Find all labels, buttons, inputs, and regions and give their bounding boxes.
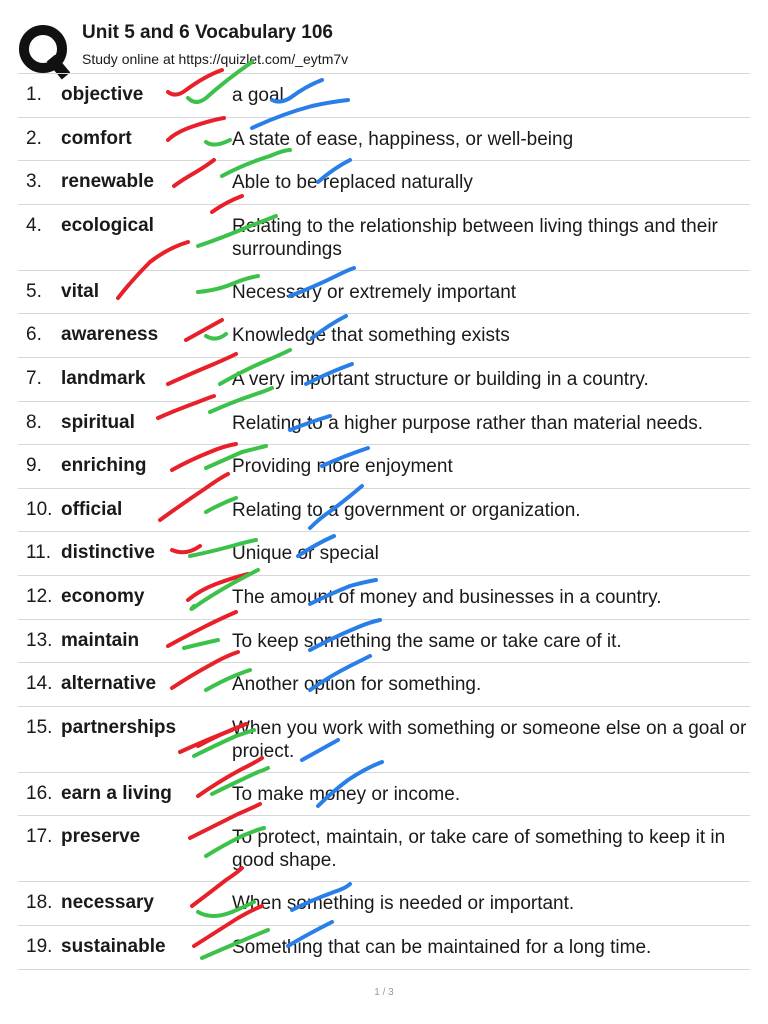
item-number: 10.	[26, 498, 53, 520]
list-item	[18, 773, 750, 817]
item-definition: Unique or special	[232, 543, 379, 565]
item-term: comfort	[61, 127, 132, 149]
list-item	[18, 620, 750, 664]
list-item	[18, 489, 750, 533]
item-term: vital	[61, 280, 100, 302]
item-definition: Relating to a higher purpose rather than material needs.	[232, 412, 704, 434]
item-term: earn a living	[61, 782, 172, 804]
item-term: sustainable	[61, 935, 166, 957]
list-item	[18, 205, 750, 271]
list-item	[18, 161, 750, 205]
item-term: enriching	[61, 455, 147, 477]
list-item	[18, 576, 750, 620]
item-number: 5.	[26, 280, 42, 302]
item-definition: To keep something the same or take care of it.	[232, 630, 622, 652]
item-number: 11.	[26, 542, 52, 564]
item-term: official	[61, 498, 123, 520]
item-definition: a goal	[232, 85, 284, 106]
item-number: 2.	[26, 127, 42, 149]
list-item	[18, 358, 750, 402]
item-definition: Knowledge that something exists	[232, 325, 510, 347]
list-item	[18, 816, 750, 882]
vocabulary-list	[18, 73, 750, 970]
list-item	[18, 663, 750, 707]
item-number: 6.	[26, 324, 42, 346]
item-term: renewable	[61, 171, 154, 193]
item-number: 16.	[26, 782, 53, 804]
item-number: 18.	[26, 892, 53, 914]
item-definition: The amount of money and businesses in a country.	[232, 586, 662, 608]
item-term: maintain	[61, 629, 140, 651]
item-term: spiritual	[61, 411, 135, 433]
item-term: necessary	[61, 892, 154, 914]
list-item	[18, 118, 750, 162]
item-definition: Something that can be maintained for a long time.	[232, 936, 652, 958]
item-definition: When something is needed or important.	[232, 893, 575, 915]
page-title: Unit 5 and 6 Vocabulary 106	[82, 22, 333, 43]
item-term: objective	[61, 84, 144, 105]
item-term: preserve	[61, 826, 141, 848]
item-term: landmark	[61, 367, 146, 389]
item-number: 1.	[26, 84, 42, 105]
item-definition: When you work with something or someone else on a goal or project.	[232, 717, 747, 762]
list-item	[18, 402, 750, 446]
item-term: alternative	[61, 673, 157, 695]
item-term: partnerships	[61, 716, 177, 738]
item-definition: A very important structure or building in a country.	[232, 368, 649, 390]
item-term: economy	[61, 585, 145, 607]
list-item	[18, 926, 750, 970]
item-term: ecological	[61, 214, 154, 236]
item-term: distinctive	[61, 542, 155, 564]
list-item	[18, 882, 750, 926]
list-item	[18, 74, 750, 118]
item-definition: Able to be replaced naturally	[232, 172, 473, 194]
item-term: awareness	[61, 324, 159, 346]
item-number: 14.	[26, 673, 53, 695]
list-item	[18, 707, 750, 773]
item-definition: To protect, maintain, or take care of something to keep it in good shape.	[232, 827, 726, 872]
item-definition: Another option for something.	[232, 674, 482, 696]
page-subtitle: Study online at https://quizlet.com/_eytm7v	[82, 51, 349, 67]
item-number: 13.	[26, 629, 53, 651]
item-number: 15.	[26, 716, 53, 738]
item-number: 17.	[26, 826, 53, 848]
list-item	[18, 532, 750, 576]
quizlet-logo-icon	[16, 22, 74, 80]
item-definition: Relating to a government or organization.	[232, 499, 581, 521]
item-number: 19.	[26, 935, 53, 957]
list-item	[18, 314, 750, 358]
item-definition: To make money or income.	[232, 783, 461, 805]
item-definition: Relating to the relationship between living things and their surroundings	[232, 215, 718, 260]
document-header	[16, 18, 752, 74]
item-number: 4.	[26, 214, 42, 236]
item-number: 9.	[26, 455, 42, 477]
item-definition: Necessary or extremely important	[232, 281, 517, 303]
item-definition: A state of ease, happiness, or well-being	[232, 128, 574, 150]
item-definition: Providing more enjoyment	[232, 456, 453, 478]
item-number: 8.	[26, 411, 42, 433]
item-number: 3.	[26, 171, 42, 193]
item-number: 7.	[26, 367, 42, 389]
page-number: 1 / 3	[374, 987, 394, 998]
item-number: 12.	[26, 585, 53, 607]
list-item	[18, 271, 750, 315]
list-item	[18, 445, 750, 489]
